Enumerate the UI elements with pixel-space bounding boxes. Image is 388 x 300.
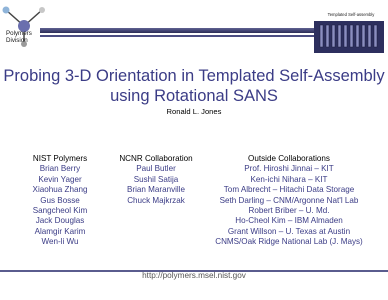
list-item: Wen-li Wu (41, 237, 79, 247)
header-rule (40, 35, 340, 37)
list-item: Sushil Satija (133, 174, 179, 184)
list-item: Robert Briber – U. Md. (248, 206, 330, 216)
list-item: Gus Bosse (40, 195, 80, 205)
logo-label: Polymers Division (6, 30, 32, 44)
list-item: Tom Albrecht – Hitachi Data Storage (223, 185, 355, 195)
list-item: Chuck Majkrzak (127, 195, 185, 205)
list-item: Prof. Hiroshi Jinnai – KIT (244, 164, 334, 174)
list-item: Ho-Cheol Kim – IBM Almaden (235, 216, 343, 226)
thumbnail-caption: Templated Self-assembly (327, 12, 375, 17)
author-name: Ronald L. Jones (166, 107, 222, 116)
list-item: Alamgir Karim (34, 226, 86, 236)
column-outside-collaborations (210, 154, 368, 248)
column-nist-polymers (20, 154, 100, 248)
list-item: CNMS/Oak Ridge National Lab (J. Mays) (215, 237, 363, 247)
column-header: NCNR Collaboration (119, 154, 193, 163)
list-item: Jack Douglas (35, 216, 85, 226)
list-item: Seth Darling – CNM/Argonne Nat'l Lab (219, 195, 359, 205)
slide-title: Probing 3-D Orientation in Templated Self-Assembly using Rotational SANS (3, 67, 385, 105)
list-item: Xiaohua Zhang (32, 185, 88, 195)
list-item: Brian Maranville (126, 185, 186, 195)
list-item: Ken-ichi Nihara – KIT (250, 174, 328, 184)
templated-self-assembly-image-icon (314, 13, 384, 53)
list-item: Grant Willson – U. Texas at Austin (227, 226, 351, 236)
list-item: Kevin Yager (38, 174, 82, 184)
list-item: Sangcheol Kim (32, 206, 88, 216)
column-ncnr-collaboration (108, 154, 204, 206)
list-item: Brian Berry (39, 164, 81, 174)
column-header: NIST Polymers (32, 154, 88, 163)
list-item: Paul Butler (136, 164, 176, 174)
header-band (40, 28, 340, 33)
column-header: Outside Collaborations (248, 154, 330, 163)
footer-url: http://polymers.msel.nist.gov (142, 271, 246, 280)
